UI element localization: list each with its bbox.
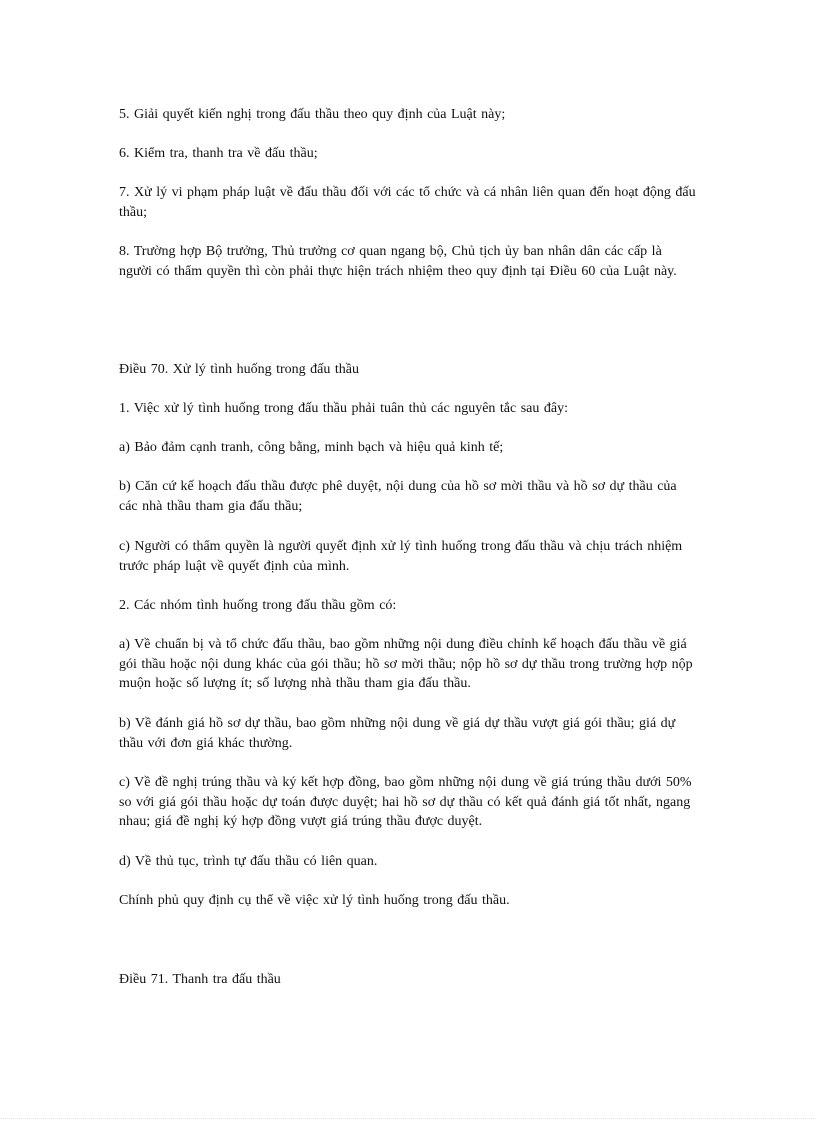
article-70-clause-2d: d) Về thủ tục, trình tự đấu thầu có liên quan. bbox=[119, 854, 378, 869]
article-70-clause-1: 1. Việc xử lý tình huống trong đấu thầu phải tuân thủ các nguyên tắc sau đây: bbox=[119, 401, 568, 416]
article-70-clause-2c: c) Về đề nghị trúng thầu và ký kết hợp đồng, bao gồm những nội dung về giá trúng thầu dưới 50% so với giá gói thầu hoặc dự toán được duyệt; hai hồ sơ dự thầu có kết quả đánh giá tốt nhất, ngang nhau; giá đề nghị ký hợp đồng vượt giá trúng thầu được duyệt. bbox=[119, 775, 692, 829]
paragraph-item-5: 5. Giải quyết kiến nghị trong đấu thầu theo quy định của Luật này; bbox=[119, 107, 506, 122]
paragraph-item-7: 7. Xử lý vi phạm pháp luật về đấu thầu đối với các tổ chức và cá nhân liên quan đến hoạt động đấu thầu; bbox=[119, 185, 696, 220]
page-bottom-edge bbox=[0, 1118, 816, 1120]
article-70-clause-1b: b) Căn cứ kế hoạch đấu thầu được phê duyệt, nội dung của hồ sơ mời thầu và hồ sơ dự thầu của các nhà thầu tham gia đấu thầu; bbox=[119, 479, 677, 514]
paragraph-item-6: 6. Kiểm tra, thanh tra về đấu thầu; bbox=[119, 146, 318, 161]
article-70-clause-1a: a) Bảo đảm cạnh tranh, công bằng, minh bạch và hiệu quả kinh tế; bbox=[119, 440, 504, 455]
article-70-clause-2b: b) Về đánh giá hồ sơ dự thầu, bao gồm những nội dung về giá dự thầu vượt giá gói thầu; giá dự thầu với đơn giá khác thường. bbox=[119, 716, 676, 751]
article-70-clause-2a: a) Về chuẩn bị và tổ chức đấu thầu, bao gồm những nội dung điều chỉnh kế hoạch đấu thầu về giá gói thầu hoặc nội dung khác của gói thầu; hồ sơ mời thầu; nộp hồ sơ dự thầu trong trường hợp nộp muộn hoặc số lượng ít; số lượng nhà thầu tham gia đấu thầu. bbox=[119, 637, 693, 691]
article-70-closing: Chính phủ quy định cụ thể về việc xử lý tình huống trong đấu thầu. bbox=[119, 893, 510, 908]
article-71-heading: Điều 71. Thanh tra đấu thầu bbox=[119, 972, 281, 987]
article-70-heading: Điều 70. Xử lý tình huống trong đấu thầu bbox=[119, 362, 359, 377]
article-70-clause-2: 2. Các nhóm tình huống trong đấu thầu gồm có: bbox=[119, 598, 397, 613]
article-70-clause-1c: c) Người có thẩm quyền là người quyết định xử lý tình huống trong đấu thầu và chịu trách nhiệm trước pháp luật về quyết định của mình. bbox=[119, 539, 683, 574]
paragraph-item-8: 8. Trường hợp Bộ trưởng, Thủ trưởng cơ quan ngang bộ, Chủ tịch ủy ban nhân dân các cấp là người có thẩm quyền thì còn phải thực hiện trách nhiệm theo quy định tại Điều 60 của Luật này. bbox=[119, 244, 677, 279]
